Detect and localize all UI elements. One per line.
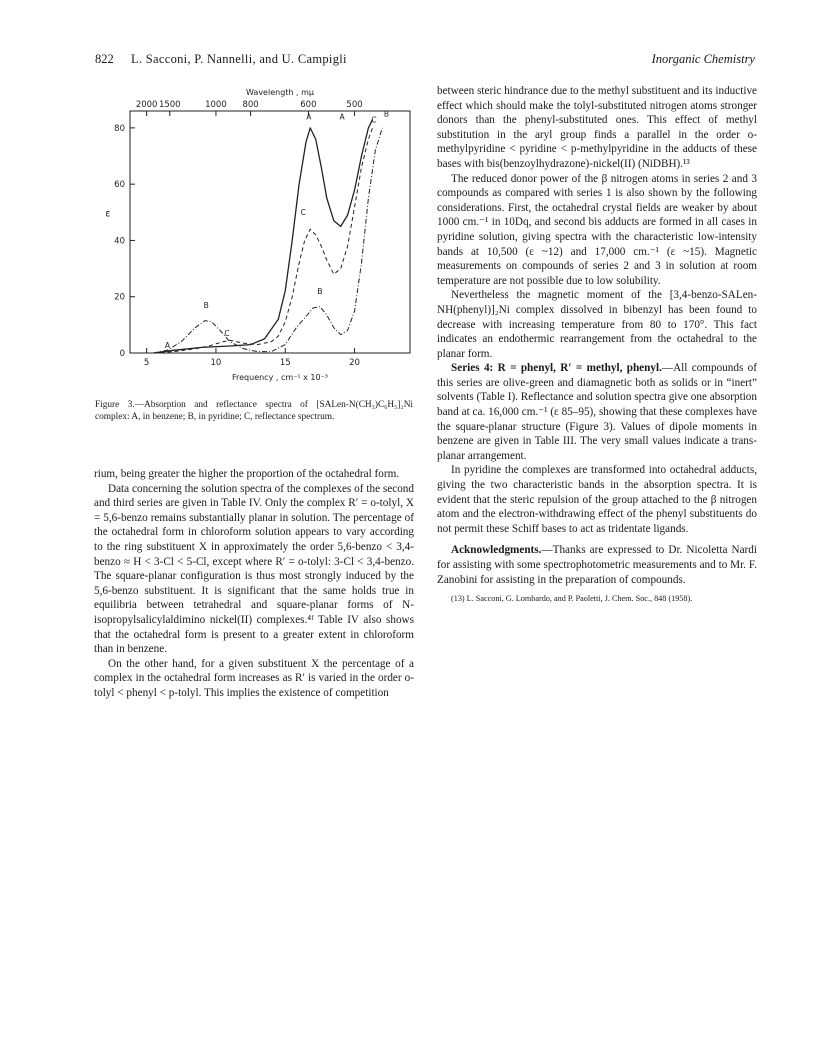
y-tick-label: 60 bbox=[114, 180, 125, 191]
series-line-c bbox=[154, 128, 373, 353]
x-tick-label: 15 bbox=[279, 358, 291, 368]
running-header bbox=[95, 52, 755, 70]
left-column bbox=[94, 467, 414, 701]
acknowledgments-paragraph bbox=[437, 543, 757, 587]
curve-label: C bbox=[300, 208, 306, 218]
paragraph: rium, being greater the higher the proportion of the octahedral form. bbox=[94, 468, 400, 480]
top-tick-label: 500 bbox=[346, 100, 363, 110]
paragraph: between steric hindrance due to the methyl substituent and its inductive effect which should make the tolyl-substituted nitrogen atoms stronger donors than the phenyl-substituted ones. This effect of methyl substitution in the aryl group finds a parallel in the order o-methylpyridine < pyridine < p-methylpyridine in the adducts of these bases with bis(benzoylhydrazone)-nickel(II) (NiDBH).¹³ bbox=[437, 85, 758, 170]
paragraph: Data concerning the solution spectra of the complexes of the second and third series are given in Table IV. Only the complex R′ = o-tolyl, X = 5,6-benzo remains substantially planar in solution. The percentage of the octahedral form in chloroform solution appears to vary according to the ring substituent X in approximately the order 5,6-benzo < 3,4-benzo ≈ H < 3-Cl < 5-Cl, except where R′ = o-tolyl: 3-Cl < 3,4-benzo. The square-planar configuration is thus most strongly induced by the 5,6-benzo substituent. It is significant that the same holds true in equilibria between tetrahedral and square-planar forms of N-isopropylsalicylaldimino nickel(II) complexes.⁴ᶠ Table IV also shows that the octahedral form is present to a greater extent in chloroform than in benzene. bbox=[94, 482, 414, 656]
series-4-body: —All compounds of this series are olive-green and diamagnetic both as solids or in “inert” solvents (Table I). Reflectance and solution spectra give one absorption band at ca. 16,000 cm.⁻¹ (ε 85–95), showing that these complexes have the square-planar structure (Figure 3). Values of dipole moments in benzene are given in Table III. The very small values indicate a trans-planar arrangement. bbox=[437, 362, 757, 462]
top-tick-label: 600 bbox=[300, 100, 317, 110]
acknowledgments-body: —Thanks are expressed to Dr. Nicoletta Nardi for assisting with some spectrophotometric measurements and to Mr. F. Zanobini for assisting in the preparation of compounds. bbox=[437, 544, 757, 586]
right-column bbox=[437, 84, 757, 604]
journal-name: Inorganic Chemistry bbox=[651, 52, 755, 66]
reference-13: (13) L. Sacconi, G. Lombardo, and P. Paoletti, J. Chem. Soc., 848 (1958). bbox=[451, 594, 693, 604]
top-tick-label: 2000 bbox=[135, 100, 158, 110]
curve-label: A bbox=[306, 112, 312, 122]
curve-label: B bbox=[317, 286, 323, 296]
curve-label: C bbox=[371, 115, 377, 125]
top-tick-label: 800 bbox=[242, 100, 259, 110]
paragraph: The reduced donor power of the β nitrogen atoms in series 2 and 3 compounds as compared with series 1 is also shown by the following considerations. First, the octahedral crystal fields are weaker by about 1000 cm.⁻¹ in 10Dq, and second bis adducts are formed in all cases in pyridine solution, giving spectra with the characteristic low-intensity bands at 10,500 (ε ~12) and 17,000 cm.⁻¹ (ε ~15). Magnetic measurements on compounds of series 2 and 3 in solution at room temperature are not possible due to low solubility. bbox=[437, 172, 757, 287]
curve-label: C bbox=[224, 329, 230, 339]
top-tick-label: 1500 bbox=[158, 100, 181, 110]
figure-3-spectra-chart bbox=[90, 78, 425, 393]
y-tick-label: 20 bbox=[114, 292, 125, 303]
curve-label: A bbox=[339, 112, 345, 122]
running-authors: L. Sacconi, P. Nannelli, and U. Campigli bbox=[131, 52, 347, 66]
top-tick-label: 1000 bbox=[205, 100, 227, 110]
series-4-heading: Series 4: R = phenyl, R′ = methyl, phenyl. bbox=[451, 362, 662, 375]
y-tick-label: 0 bbox=[119, 349, 125, 359]
x-axis-label: Frequency , cm⁻¹ x 10⁻³ bbox=[231, 373, 329, 382]
y-tick-label: 80 bbox=[114, 123, 125, 134]
series-line-b bbox=[154, 128, 383, 353]
paragraph: Nevertheless the magnetic moment of the [3,4-benzo-SALen-NH(phenyl)]₂Ni complex dissolved in bibenzyl has been found to decrease with increasing temperature from 80 to 170°. This fact indicates an endothermic rearrangement from the octahedral to the planar form. bbox=[437, 289, 757, 360]
plot-frame bbox=[130, 111, 410, 353]
paragraph: In pyridine the complexes are transformed into octahedral adducts, giving the two characteristic bands in the absorption spectra. It is evident that the steric repulsion of the group attached to the β nitrogen atom and the electron-withdrawing effect of the phenyl substituents do not permit these Schiff bases to act as tridentate ligands. bbox=[437, 464, 757, 535]
page-number: 822 bbox=[95, 52, 114, 66]
series-line-a bbox=[154, 119, 373, 353]
top-axis-label: Wavelength , mμ bbox=[246, 88, 314, 97]
curve-label: B bbox=[203, 300, 209, 310]
curve-label: A bbox=[164, 340, 170, 350]
paragraph: On the other hand, for a given substituent X the percentage of a complex in the octahedral form increases as R′ is varied in the order o-tolyl < phenyl < p-tolyl. This implies the existence of competition bbox=[94, 657, 414, 699]
x-tick-label: 20 bbox=[349, 358, 360, 368]
curve-label: B bbox=[383, 109, 390, 119]
y-tick-label: 40 bbox=[114, 236, 125, 247]
x-tick-label: 5 bbox=[143, 358, 150, 368]
y-axis-label: ε bbox=[105, 208, 111, 220]
acknowledgments-heading: Acknowledgments. bbox=[451, 544, 542, 557]
series-4-paragraph bbox=[437, 361, 757, 463]
x-tick-label: 10 bbox=[210, 358, 222, 368]
figure-caption: Figure 3.—Absorption and reflectance spectra of [SALen-N(CH₃)C₆H₅]₂Ni complex: A, in benzene; B, in pyridine; C, reflectance spectrum. bbox=[95, 400, 413, 423]
